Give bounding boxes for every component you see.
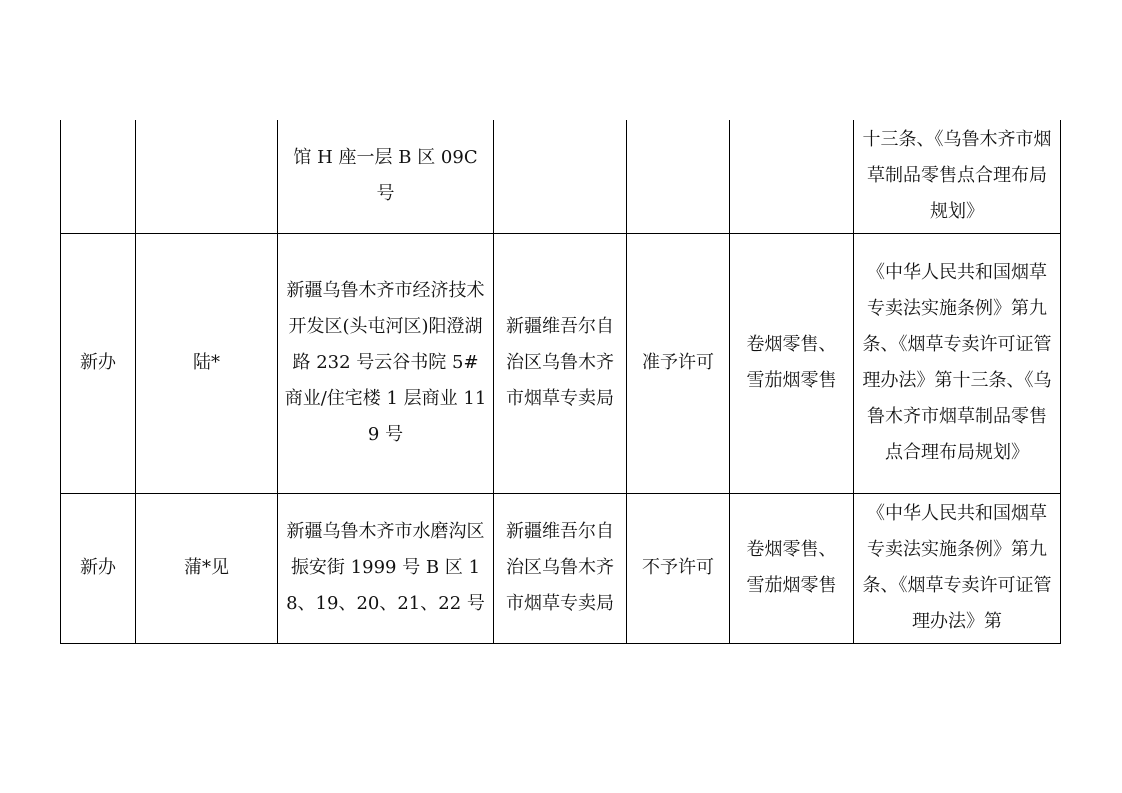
table-row <box>61 493 1061 643</box>
address-cell: 馆 H 座一层 B 区 09C 号 <box>278 120 494 233</box>
name-cell: 蒲*见 <box>136 493 278 643</box>
type-cell: 新办 <box>61 493 136 643</box>
scope-cell: 卷烟零售、雪茄烟零售 <box>730 493 854 643</box>
result-cell: 不予许可 <box>627 493 730 643</box>
authority-cell: 新疆维吾尔自治区乌鲁木齐市烟草专卖局 <box>494 493 627 643</box>
scope-cell: 卷烟零售、雪茄烟零售 <box>730 233 854 493</box>
table-row <box>61 120 1061 233</box>
address-cell: 新疆乌鲁木齐市经济技术开发区(头屯河区)阳澄湖路 232 号云谷书院 5#商业/住宅楼 1 层商业 119 号 <box>278 233 494 493</box>
result-cell: 准予许可 <box>627 233 730 493</box>
authority-cell <box>494 120 627 233</box>
authority-cell: 新疆维吾尔自治区乌鲁木齐市烟草专卖局 <box>494 233 627 493</box>
name-cell: 陆* <box>136 233 278 493</box>
law-cell: 《中华人民共和国烟草专卖法实施条例》第九条、《烟草专卖许可证管理办法》第十三条、《乌鲁木齐市烟草制品零售点合理布局规划》 <box>854 233 1061 493</box>
address-cell: 新疆乌鲁木齐市水磨沟区振安街 1999 号 B 区 18、19、20、21、22 号 <box>278 493 494 643</box>
name-cell <box>136 120 278 233</box>
type-cell: 新办 <box>61 233 136 493</box>
license-table <box>60 120 1061 644</box>
law-cell: 十三条、《乌鲁木齐市烟草制品零售点合理布局规划》 <box>854 120 1061 233</box>
result-cell <box>627 120 730 233</box>
scope-cell <box>730 120 854 233</box>
table-row <box>61 233 1061 493</box>
law-cell: 《中华人民共和国烟草专卖法实施条例》第九条、《烟草专卖许可证管理办法》第 <box>854 493 1061 643</box>
type-cell <box>61 120 136 233</box>
